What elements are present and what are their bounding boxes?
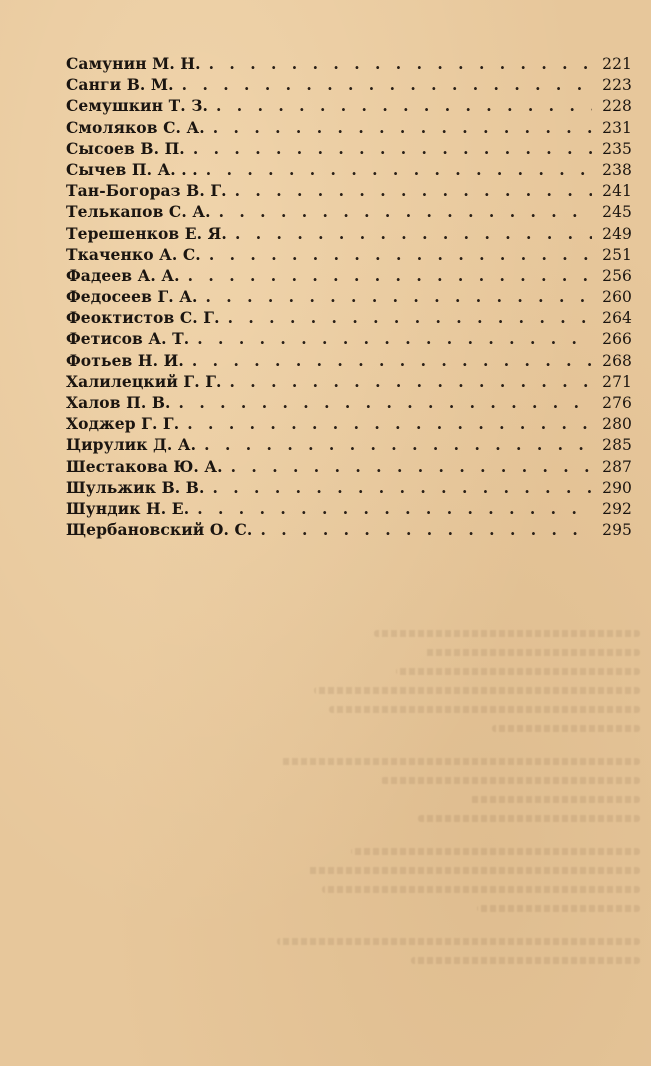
toc-entry	[66, 393, 632, 414]
toc-entry	[66, 118, 632, 139]
dot-leader	[197, 499, 592, 518]
author-name: Сычев П. А. . .	[66, 159, 198, 179]
page-number: 292	[602, 499, 632, 518]
page-number: 271	[602, 372, 632, 391]
toc-entry	[66, 351, 632, 372]
dot-leader	[230, 372, 592, 391]
page-number: 264	[602, 309, 632, 328]
author-name: Халилецкий Г. Г.	[66, 371, 222, 391]
author-name: Феоктистов С. Г.	[66, 308, 220, 328]
author-name: Сысоев В. П.	[66, 138, 185, 158]
page-number: 256	[602, 266, 632, 285]
author-name: Фетисов А. Т.	[66, 329, 190, 349]
dot-leader	[179, 393, 592, 412]
page-number: 221	[602, 55, 632, 73]
dot-leader	[206, 160, 592, 179]
dot-leader	[228, 308, 592, 327]
page-number: 268	[602, 351, 632, 370]
toc-entry	[66, 520, 632, 541]
dot-leader	[188, 266, 592, 285]
dot-leader	[219, 202, 592, 221]
page-number: 249	[602, 224, 632, 243]
toc-entry	[66, 287, 632, 308]
page-number: 231	[602, 118, 632, 137]
toc-entry	[66, 308, 632, 329]
author-name: Ходжер Г. Г.	[66, 414, 180, 434]
toc-entry	[66, 181, 632, 202]
page-number: 241	[602, 182, 632, 201]
page-number: 290	[602, 478, 632, 497]
dot-leader	[204, 435, 592, 454]
toc-entry	[66, 139, 632, 160]
toc-entry	[66, 372, 632, 393]
page-number: 295	[602, 521, 632, 540]
author-name: Семушкин Т. З.	[66, 96, 208, 116]
dot-leader	[213, 118, 592, 137]
page-number: 251	[602, 245, 632, 264]
author-name: Шульжик В. В.	[66, 477, 205, 497]
author-name: Санги В. М.	[66, 75, 174, 95]
page-number: 266	[602, 330, 632, 349]
dot-leader	[235, 181, 592, 200]
author-name: Щербановский О. С.	[66, 520, 253, 540]
author-name: Цирулик Д. А.	[66, 435, 197, 455]
toc-entry	[66, 202, 632, 223]
toc-entry	[66, 54, 632, 75]
author-name: Федосеев Г. А.	[66, 287, 198, 307]
page-number: 228	[602, 97, 632, 116]
author-name: Фадеев А. А.	[66, 265, 180, 285]
table-of-contents	[66, 54, 632, 541]
toc-entry	[66, 75, 632, 96]
toc-entry	[66, 224, 632, 245]
author-name: Халов П. В.	[66, 393, 171, 412]
author-name: Смоляков С. А.	[66, 117, 205, 137]
author-name: Самунин М. Н.	[66, 54, 201, 73]
dot-leader	[182, 75, 592, 94]
toc-entry	[66, 96, 632, 117]
page-number: 238	[602, 160, 632, 179]
dot-leader	[193, 139, 592, 158]
dot-leader	[260, 520, 592, 539]
dot-leader	[216, 96, 592, 115]
toc-entry	[66, 160, 632, 181]
author-name: Тан-Богораз В. Г.	[66, 181, 227, 201]
author-name: Шундик Н. Е.	[66, 498, 190, 518]
page-number: 287	[602, 457, 632, 476]
author-name: Шестакова Ю. А.	[66, 456, 223, 476]
show-through-text	[270, 630, 640, 970]
toc-entry	[66, 435, 632, 456]
page-number: 235	[602, 139, 632, 158]
page-number: 245	[602, 203, 632, 222]
author-name: Ткаченко А. С.	[66, 244, 201, 264]
page-number: 260	[602, 288, 632, 307]
page-number: 276	[602, 394, 632, 412]
toc-entry	[66, 478, 632, 499]
page-number: 223	[602, 76, 632, 95]
toc-entry	[66, 329, 632, 350]
toc-entry	[66, 499, 632, 520]
author-name: Фотьев Н. И.	[66, 350, 184, 370]
author-name: Терешенков Е. Я.	[66, 223, 227, 243]
author-name: Телькапов С. А.	[66, 202, 211, 222]
dot-leader	[231, 457, 592, 476]
dot-leader	[197, 329, 592, 348]
toc-entry	[66, 414, 632, 435]
dot-leader	[192, 351, 592, 370]
toc-entry	[66, 266, 632, 287]
page-number: 280	[602, 415, 632, 434]
dot-leader	[212, 478, 592, 497]
dot-leader	[205, 287, 592, 306]
dot-leader	[235, 224, 592, 243]
toc-entry	[66, 245, 632, 266]
page-number: 285	[602, 436, 632, 455]
dot-leader	[209, 54, 592, 73]
dot-leader	[209, 245, 592, 264]
toc-entry	[66, 457, 632, 478]
dot-leader	[187, 414, 592, 433]
